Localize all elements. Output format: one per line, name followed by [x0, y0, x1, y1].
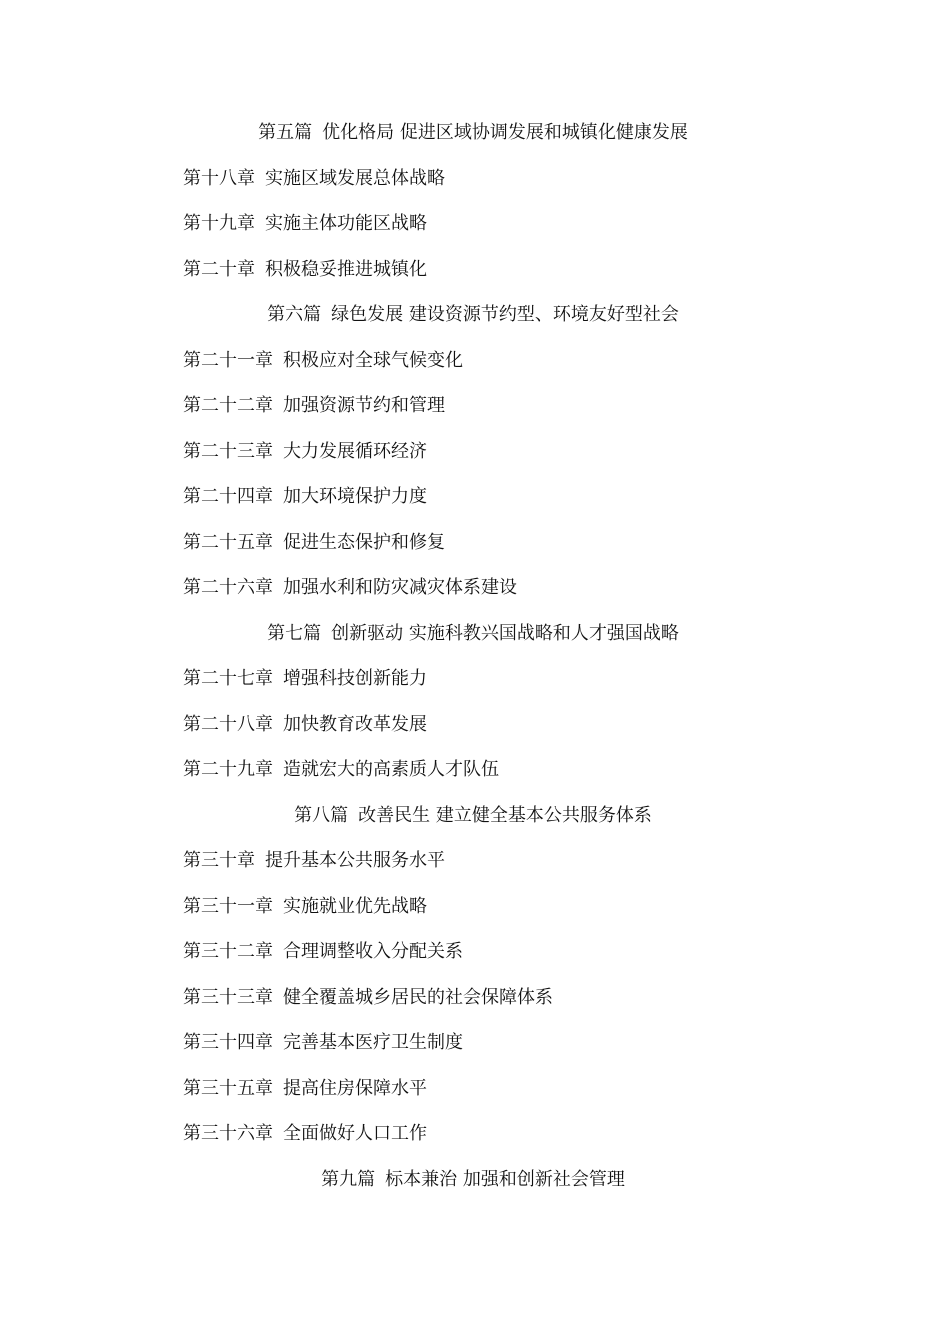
chapter-title: 实施主体功能区战略	[265, 213, 427, 234]
toc-chapter-entry	[183, 747, 763, 793]
toc-chapter-entry	[183, 929, 763, 975]
toc-chapter-entry	[183, 1111, 763, 1157]
toc-part-heading	[183, 1157, 763, 1203]
chapter-number: 第三十五章	[183, 1077, 273, 1099]
chapter-title: 大力发展循环经济	[283, 440, 427, 462]
chapter-title: 合理调整收入分配关系	[283, 941, 463, 962]
chapter-title: 造就宏大的高素质人才队伍	[283, 759, 499, 780]
toc-chapter-entry	[183, 1020, 763, 1066]
toc-part-heading	[183, 793, 763, 839]
chapter-number: 第三十章	[183, 850, 255, 871]
toc-chapter-entry	[183, 156, 763, 202]
chapter-title: 促进生态保护和修复	[283, 531, 445, 553]
toc-chapter-entry	[183, 520, 763, 566]
chapter-number: 第二十一章	[183, 349, 273, 371]
part-title: 优化格局 促进区域协调发展和城镇化健康发展	[322, 122, 688, 143]
chapter-number: 第三十六章	[183, 1123, 273, 1144]
chapter-number: 第三十四章	[183, 1032, 273, 1053]
chapter-title: 完善基本医疗卫生制度	[283, 1032, 463, 1053]
chapter-title: 增强科技创新能力	[283, 668, 427, 689]
toc-part-heading	[183, 611, 763, 657]
chapter-number: 第十九章	[183, 213, 255, 234]
chapter-number: 第二十八章	[183, 713, 273, 735]
chapter-title: 实施区域发展总体战略	[265, 167, 445, 189]
chapter-number: 第二十三章	[183, 440, 273, 462]
chapter-title: 加强水利和防灾减灾体系建设	[283, 577, 517, 598]
chapter-title: 加快教育改革发展	[283, 713, 427, 735]
chapter-number: 第二十六章	[183, 577, 273, 598]
chapter-number: 第十八章	[183, 167, 255, 189]
toc-chapter-entry	[183, 565, 763, 611]
toc-chapter-entry	[183, 338, 763, 384]
chapter-number: 第二十章	[183, 258, 255, 280]
chapter-number: 第三十二章	[183, 941, 273, 962]
chapter-title: 积极稳妥推进城镇化	[265, 258, 427, 280]
part-title: 标本兼治 加强和创新社会管理	[385, 1168, 625, 1190]
chapter-title: 加大环境保护力度	[283, 486, 427, 507]
toc-chapter-entry	[183, 838, 763, 884]
chapter-title: 提高住房保障水平	[283, 1077, 427, 1099]
chapter-title: 实施就业优先战略	[283, 895, 427, 917]
toc-chapter-entry	[183, 702, 763, 748]
chapter-number: 第三十一章	[183, 895, 273, 917]
chapter-number: 第二十九章	[183, 759, 273, 780]
chapter-number: 第二十二章	[183, 395, 273, 416]
toc-chapter-entry	[183, 247, 763, 293]
toc-chapter-entry	[183, 474, 763, 520]
toc-chapter-entry	[183, 201, 763, 247]
chapter-title: 健全覆盖城乡居民的社会保障体系	[283, 986, 553, 1008]
chapter-number: 第二十五章	[183, 531, 273, 553]
toc-part-heading	[183, 292, 763, 338]
part-title: 改善民生 建立健全基本公共服务体系	[358, 804, 652, 826]
part-title: 绿色发展 建设资源节约型、环境友好型社会	[331, 304, 679, 325]
toc-part-heading	[183, 110, 763, 156]
chapter-title: 加强资源节约和管理	[283, 395, 445, 416]
part-number: 第九篇	[321, 1168, 376, 1190]
part-number: 第六篇	[267, 304, 322, 325]
toc-chapter-entry	[183, 429, 763, 475]
chapter-number: 第三十三章	[183, 986, 273, 1008]
toc-chapter-entry	[183, 656, 763, 702]
chapter-number: 第二十四章	[183, 486, 273, 507]
table-of-contents	[183, 110, 763, 1202]
toc-chapter-entry	[183, 383, 763, 429]
part-number: 第八篇	[294, 804, 349, 826]
toc-chapter-entry	[183, 975, 763, 1021]
part-title: 创新驱动 实施科教兴国战略和人才强国战略	[331, 622, 679, 644]
toc-chapter-entry	[183, 884, 763, 930]
chapter-title: 积极应对全球气候变化	[283, 349, 463, 371]
chapter-title: 提升基本公共服务水平	[265, 850, 445, 871]
part-number: 第七篇	[267, 622, 322, 644]
part-number: 第五篇	[258, 122, 313, 143]
toc-chapter-entry	[183, 1066, 763, 1112]
chapter-number: 第二十七章	[183, 668, 273, 689]
chapter-title: 全面做好人口工作	[283, 1123, 427, 1144]
